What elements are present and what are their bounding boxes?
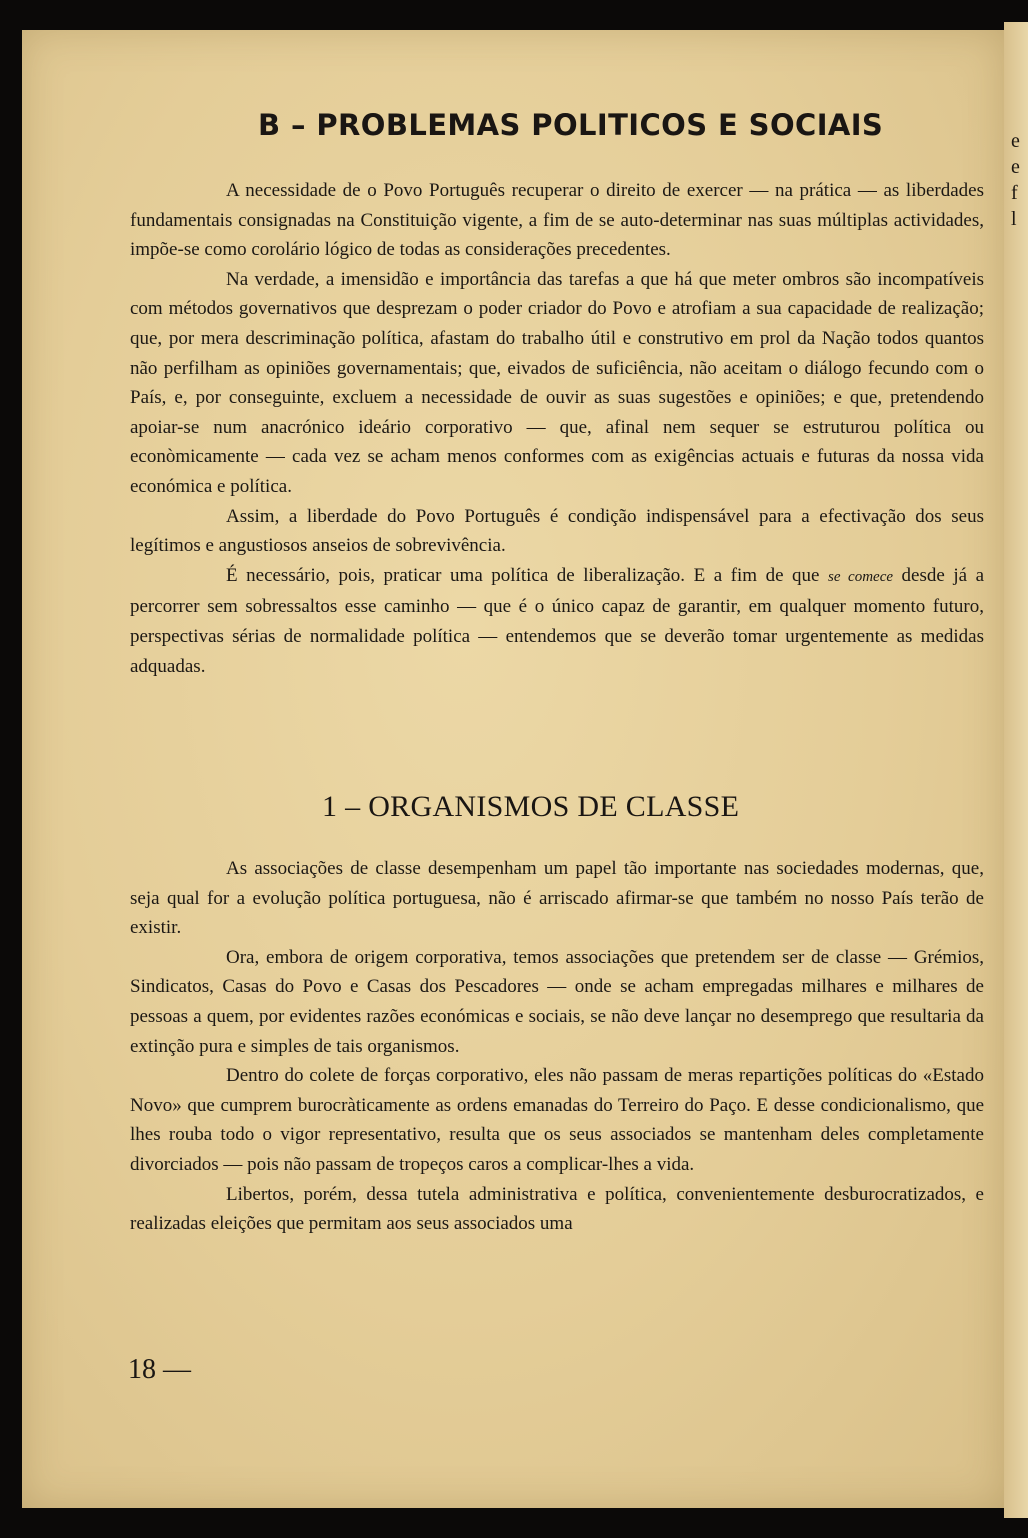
next-page-margin-letters — [1011, 128, 1020, 232]
page-number: 18 — — [128, 1354, 191, 1385]
body-section-b — [130, 854, 984, 1239]
paragraph — [130, 561, 984, 681]
page-title: B – PROBLEMAS POLITICOS E SOCIAIS — [258, 108, 884, 142]
next-page-edge — [1004, 22, 1028, 1518]
paragraph-text: desde já a percorrer sem sobressaltos esse caminho — que é o único capaz de garantir, em qualquer momento futuro, perspectivas sérias de normalidade política — entendemos que se deverão tomar urgentemente as medidas adquadas. — [130, 564, 985, 677]
paragraph: Dentro do colete de forças corporativo, eles não passam de meras repartições políticas do «Estado Novo» que cumprem burocràticamente as ordens emanadas do Terreiro do Paço. E desse condicionalismo, que lhes rouba todo o vigor representativo, resulta que os seus associados se mantenham deles completamente divorciados — pois não passam de tropeços caros a complicar-lhes a vida. — [130, 1065, 984, 1175]
paragraph: Assim, a liberdade do Povo Português é condição indispensável para a efectivação dos seus legítimos e angustiosos anseios de sobrevivência. — [130, 505, 984, 557]
margin-letter: l — [1011, 208, 1017, 230]
italic-text: se comece — [828, 568, 894, 585]
paragraph: Na verdade, a imensidão e importância das tarefas a que há que meter ombros são incompatíveis com métodos governativos que desprezam o poder criador do Povo e atrofiam a sua capacidade de realização; que, por mera descriminação política, afastam do trabalho útil e construtivo em prol da Nação todos quantos não perfilham as opiniões governamentais; que, eivados de suficiência, não aceitam o diálogo fecundo com o País, e, por conseguinte, excluem a necessidade de ouvir as suas sugestões e opiniões; e que, pretendendo apoiar-se num anacrónico ideário corporativo — que, afinal nem sequer se estruturou política ou econòmicamente — cada vez se acham menos conformes com as exigências actuais e futuras da nossa vida económica e política. — [130, 268, 984, 497]
paragraph: A necessidade de o Povo Português recuperar o direito de exercer — na prática — as liberdades fundamentais consignadas na Constituição vigente, a fim de se auto-determinar nas suas múltiplas actividades, impõe-se como corolário lógico de todas as considerações precedentes. — [130, 180, 984, 261]
margin-letter: e — [1011, 156, 1020, 178]
section-heading: 1 – ORGANISMOS DE CLASSE — [322, 790, 740, 823]
paragraph: As associações de classe desempenham um papel tão importante nas sociedades modernas, que, seja qual for a evolução política portuguesa, não é arriscado afirmar-se que também no nosso País terão de existir. — [130, 858, 984, 939]
margin-letter: e — [1011, 130, 1020, 152]
paragraph: Libertos, porém, dessa tutela administrativa e política, convenientemente desburocratizados, e realizadas eleições que permitam aos seus associados uma — [130, 1183, 984, 1235]
paragraph-text: É necessário, pois, praticar uma política de liberalização. E a fim de que — [226, 564, 820, 586]
body-section-a — [130, 176, 984, 681]
paragraph: Ora, embora de origem corporativa, temos associações que pretendem ser de classe — Grémios, Sindicatos, Casas do Povo e Casas dos Pescadores — onde se acham empregadas milhares e milhares de pessoas a quem, por evidentes razões económicas e sociais, se não deve lançar no desemprego que resultaria da extinção pura e simples de tais organismos. — [130, 946, 984, 1057]
margin-letter: f — [1011, 182, 1018, 204]
